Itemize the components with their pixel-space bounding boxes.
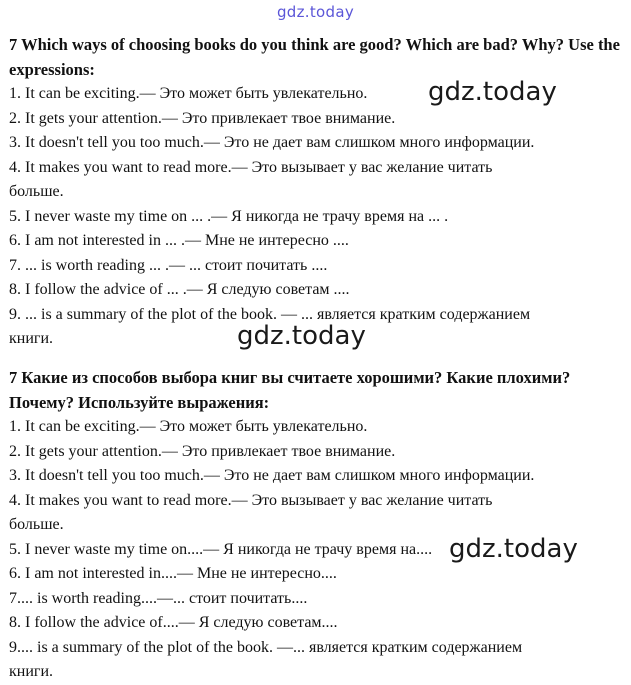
expression-line: 2. It gets your attention.— Это привлекает твое внимание.: [9, 442, 396, 460]
expression-line: книги.: [9, 330, 54, 347]
expression-line: книги.: [9, 663, 54, 680]
watermark: gdz.today: [237, 321, 366, 351]
expression-line: 9.... is a summary of the plot of the book. —... является кратким содержанием: [9, 638, 523, 656]
expression-line: больше.: [9, 516, 64, 533]
expression-line: 7. ... is worth reading ... .— ... стоит почитать ....: [9, 256, 328, 274]
expression-line: 1. It can be exciting.— Это может быть увлекательно.: [9, 418, 368, 435]
expression-line: 1. It can be exciting.— Это может быть увлекательно.: [9, 85, 368, 102]
watermark: gdz.today: [449, 534, 578, 564]
expression-line: 7.... is worth reading....—... стоит почитать....: [9, 589, 308, 607]
exercise-heading: 7 Какие из способов выбора книг вы считаете хорошими? Какие плохими? Почему? Используйте выражения:: [9, 368, 571, 412]
expression-line: 5. I never waste my time on....— Я никогда не трачу время на....: [9, 540, 433, 558]
expression-line: 5. I never waste my time on ... .— Я никогда не трачу время на ... .: [9, 207, 449, 225]
expression-line: 8. I follow the advice of ... .— Я следую советам ....: [9, 281, 350, 298]
expression-line: 4. It makes you want to read more.— Это вызывает у вас желание читать: [9, 491, 493, 509]
expression-line: 9. ... is a summary of the plot of the book. — ... является кратким содержанием: [9, 305, 531, 323]
expression-line: больше.: [9, 183, 64, 200]
exercise-russian: [9, 366, 629, 685]
expression-line: 6. I am not interested in ... .— Мне не интересно ....: [9, 232, 349, 249]
exercise-heading: 7 Which ways of choosing books do you think are good? Which are bad? Why? Use the expressions:: [9, 35, 620, 79]
expression-line: 4. It makes you want to read more.— Это вызывает у вас желание читать: [9, 158, 493, 176]
expression-line: 2. It gets your attention.— Это привлекает твое внимание.: [9, 109, 396, 127]
expression-line: 6. I am not interested in....— Мне не интересно....: [9, 565, 337, 582]
expression-line: 3. It doesn't tell you too much.— Это не дает вам слишком много информации.: [9, 134, 535, 151]
watermark: gdz.today: [428, 77, 557, 107]
expression-line: 8. I follow the advice of....— Я следую советам....: [9, 614, 338, 631]
expression-line: 3. It doesn't tell you too much.— Это не дает вам слишком много информации.: [9, 467, 535, 484]
top-watermark: gdz.today: [276, 3, 355, 21]
